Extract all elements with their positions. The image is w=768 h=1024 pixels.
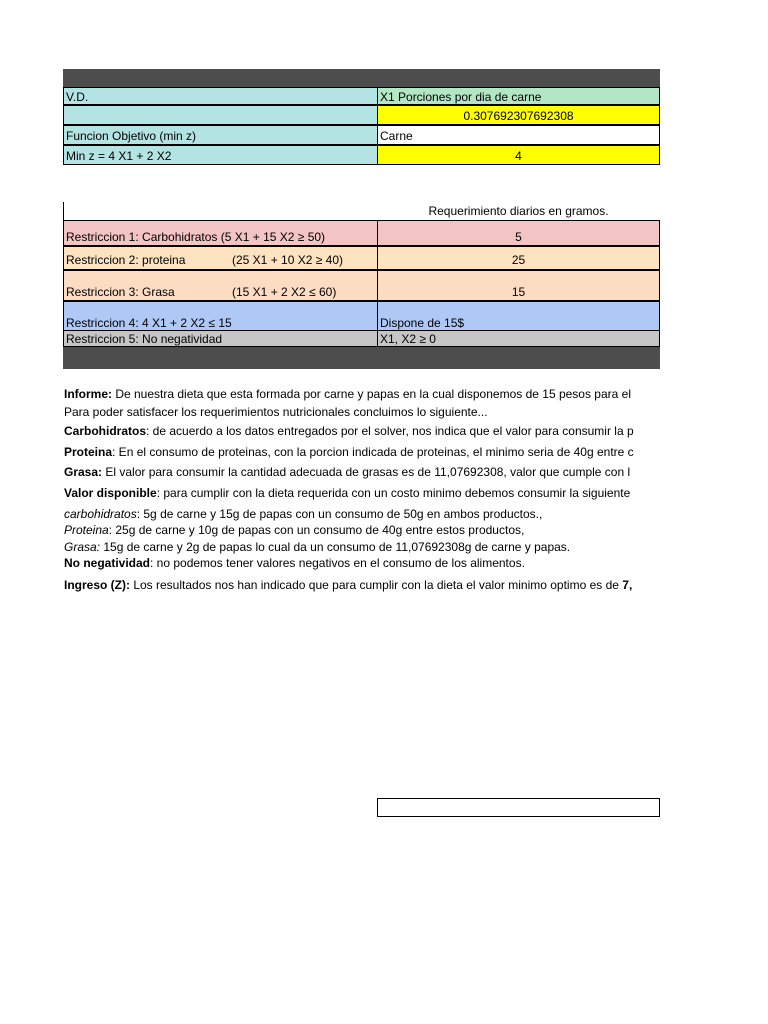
- report-line-8: [64, 522, 660, 538]
- report-line-5: [64, 464, 660, 480]
- report-no-negatividad-label: No negatividad: [64, 556, 151, 570]
- restriction-1-label[interactable]: Restriccion 1: Carbohidratos (5 X1 + 15 X2 ≥ 50): [63, 220, 378, 246]
- report-line-9: [64, 539, 660, 555]
- min-z-label-cell[interactable]: Min z = 4 X1 + 2 X2: [63, 145, 378, 165]
- restriction-2-row[interactable]: [63, 246, 378, 270]
- empty-cyan-cell[interactable]: [63, 105, 378, 125]
- report-line-8-text: : 25g de carne y 10g de papas con un consumo de 40g entre estos productos,: [108, 523, 525, 537]
- restriction-2-formula: (25 X1 + 10 X2 ≥ 40): [232, 253, 343, 267]
- report-line-11: [64, 577, 660, 593]
- report-carbohidratos-italic: carbohidratos: [64, 507, 137, 521]
- report-line-2: [64, 404, 660, 420]
- report-line-6-text: : para cumplir con la dieta requerida con un costo minimo debemos consumir la siguiente: [156, 486, 631, 500]
- report-line-4: [64, 444, 660, 460]
- report-informe-label: Informe:: [64, 387, 112, 401]
- restriction-3-value[interactable]: 15: [377, 270, 660, 301]
- report-line-10-text: : no podemos tener valores negativos en el consumo de los alimentos.: [150, 556, 525, 570]
- report-valor-disponible-label: Valor disponible: [64, 486, 157, 500]
- report-line-11-text: Los resultados nos han indicado que para cumplir con la dieta el valor minimo optimo es de: [130, 578, 623, 592]
- report-line-5-text: El valor para consumir la cantidad adecuada de grasas es de 11,07692308, valor que cumple con l: [102, 465, 631, 479]
- restriction-5-value[interactable]: X1, X2 ≥ 0: [377, 330, 660, 347]
- requirements-header: Requerimiento diarios en gramos.: [428, 204, 609, 218]
- footer-bar: [63, 347, 660, 369]
- report-line-2-text: Para poder satisfacer los requerimientos nutricionales concluimos lo siguiente...: [64, 405, 488, 419]
- vd-label-cell[interactable]: V.D.: [63, 87, 378, 105]
- report-line-7: [64, 506, 660, 522]
- report-grasa-label: Grasa:: [64, 465, 103, 479]
- min-z-coef-cell[interactable]: 4: [377, 145, 660, 165]
- restriction-4-value[interactable]: Dispone de 15$: [377, 301, 660, 331]
- x1-label-cell[interactable]: X1 Porciones por dia de carne: [377, 87, 660, 105]
- report-proteina-italic: Proteina: [64, 523, 109, 537]
- report-grasa-italic: Grasa:: [64, 540, 101, 554]
- restriction-4-label[interactable]: Restriccion 4: 4 X1 + 2 X2 ≤ 15: [63, 301, 378, 331]
- report-line-4-text: : En el consumo de proteinas, con la porcion indicada de proteinas, el minimo seria de 40g entre c: [112, 445, 634, 459]
- objective-label-cell[interactable]: Funcion Objetivo (min z): [63, 125, 378, 145]
- report-proteina-label: Proteina: [64, 445, 113, 459]
- report-ingreso-label: Ingreso (Z):: [64, 578, 130, 592]
- restriction-5-label[interactable]: Restriccion 5: No negatividad: [63, 330, 378, 347]
- report-line-3-text: : de acuerdo a los datos entregados por el solver, nos indica que el valor para consumir la p: [146, 424, 634, 438]
- restriction-2-value[interactable]: 25: [377, 246, 660, 270]
- report-line-7-text: : 5g de carne y 15g de papas con un consumo de 50g en ambos productos.,: [136, 507, 543, 521]
- report-line-1: [64, 386, 660, 402]
- product-label-cell[interactable]: Carne: [377, 125, 660, 145]
- report-line-10: [64, 555, 660, 571]
- report-line-6: [64, 485, 660, 501]
- header-bar: [63, 69, 660, 87]
- restriction-3-label: Restriccion 3: Grasa: [66, 285, 175, 299]
- restriction-2-label: Restriccion 2: proteina: [66, 253, 186, 267]
- report-line-3: [64, 423, 660, 439]
- restriction-3-row[interactable]: [63, 270, 378, 301]
- left-border-line: [63, 202, 64, 220]
- report-line-9-text: 15g de carne y 2g de papas lo cual da un consumo de 11,07692308g de carne y papas.: [100, 540, 571, 554]
- report-carbohidratos-label: Carbohidratos: [64, 424, 147, 438]
- report-line-1-text: De nuestra dieta que esta formada por carne y papas en la cual disponemos de 15 pesos para el: [112, 387, 631, 401]
- empty-input-cell[interactable]: [377, 798, 660, 817]
- x1-value-cell[interactable]: 0.307692307692308: [377, 105, 660, 125]
- restriction-3-formula: (15 X1 + 2 X2 ≤ 60): [232, 285, 337, 299]
- restriction-1-value[interactable]: 5: [377, 220, 660, 246]
- report-ingreso-value: 7,: [622, 578, 633, 592]
